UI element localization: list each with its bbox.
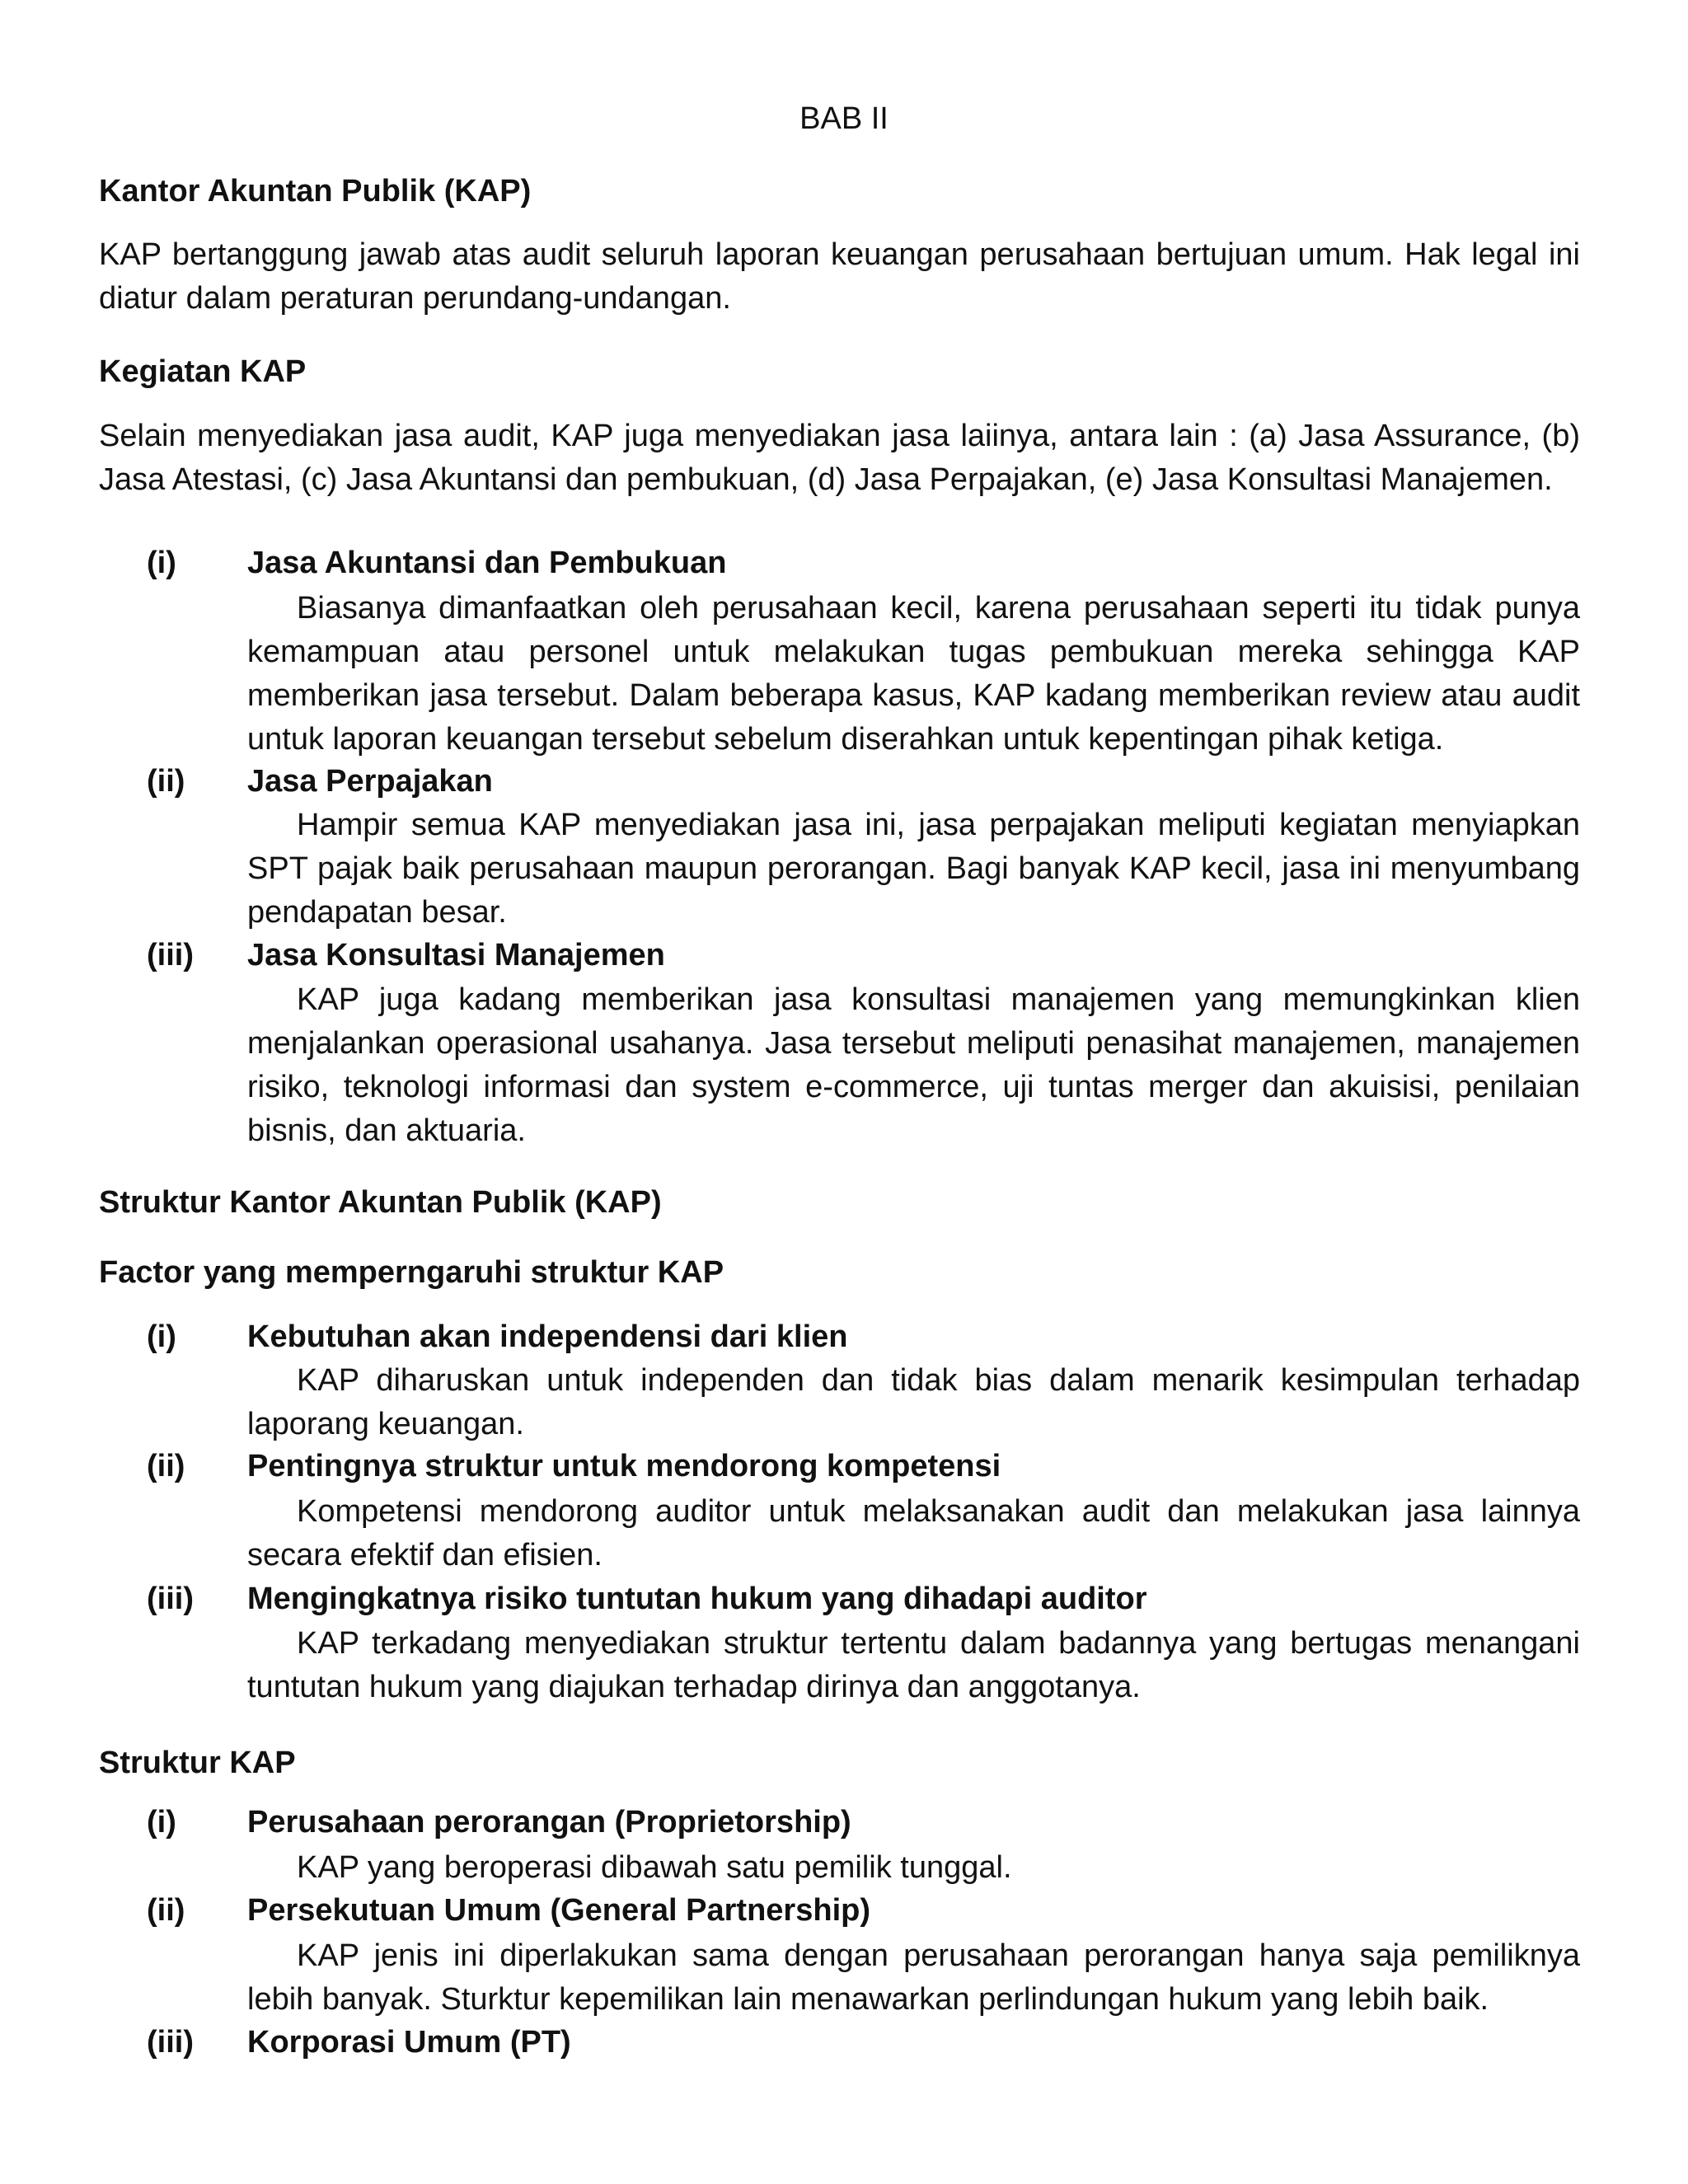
section-heading-kap: Kantor Akuntan Publik (KAP) [99,174,532,209]
list-item-number: (ii) [147,764,185,799]
paragraph-kap: KAP bertanggung jawab atas audit seluruh laporan keuangan perusahaan bertujuan umum. Hak legal ini diatur dalam peraturan perundang-undangan. [99,237,1580,316]
list-item-number: (ii) [147,1449,185,1483]
paragraph-kegiatan: Selain menyediakan jasa audit, KAP juga menyediakan jasa laiinya, antara lain : (a) Jasa Assurance, (b) Jasa Atestasi, (c) Jasa Akuntansi dan pembukuan, (d) Jasa Perpajakan, (e) Jasa Konsultasi Manajemen. [99,419,1580,497]
list-item-title: Jasa Perpajakan [247,764,493,799]
list-item-title: Pentingnya struktur untuk mendorong kompetensi [247,1449,1001,1483]
section-heading-struktur-kap: Struktur Kantor Akuntan Publik (KAP) [99,1185,662,1220]
list-item-body: Hampir semua KAP menyediakan jasa ini, jasa perpajakan meliputi kegiatan menyiapkan SPT pajak baik perusahaan maupun perorangan. Bagi banyak KAP kecil, jasa ini menyumbang pendapatan besar. [247,808,1580,930]
list-item-title: Perusahaan perorangan (Proprietorship) [247,1805,851,1840]
list-item-number: (iii) [147,2025,194,2060]
list-item-number: (i) [147,1319,176,1354]
section-heading-struktur: Struktur KAP [99,1746,296,1780]
list-item-body: KAP terkadang menyediakan struktur tertentu dalam badannya yang bertugas menangani tuntutan hukum yang diajukan terhadap dirinya dan anggotanya. [247,1626,1580,1704]
list-item-title: Persekutuan Umum (General Partnership) [247,1893,870,1928]
section-heading-factor: Factor yang memperngaruhi struktur KAP [99,1255,724,1290]
list-item-title: Jasa Konsultasi Manajemen [247,938,665,972]
chapter-title: BAB II [799,101,889,136]
list-item-number: (ii) [147,1893,185,1928]
list-item-title: Korporasi Umum (PT) [247,2025,571,2060]
list-item-number: (i) [147,1805,176,1840]
list-item-title: Kebutuhan akan independensi dari klien [247,1319,848,1354]
list-item-number: (iii) [147,1582,194,1616]
list-item-body: KAP diharuskan untuk independen dan tidak bias dalam menarik kesimpulan terhadap laporang keuangan. [247,1363,1580,1441]
list-item-number: (i) [147,546,176,580]
list-item-number: (iii) [147,938,194,972]
section-heading-kegiatan: Kegiatan KAP [99,354,307,389]
list-item-body: KAP juga kadang memberikan jasa konsultasi manajemen yang memungkinkan klien menjalankan operasional usahanya. Jasa tersebut meliputi penasihat manajemen, manajemen risiko, teknologi informasi dan system e-commerce, uji tuntas merger dan akuisisi, penilaian bisnis, dan aktuaria. [247,982,1580,1148]
list-item-body: Kompetensi mendorong auditor untuk melaksanakan audit dan melakukan jasa lainnya secara efektif dan efisien. [247,1494,1580,1572]
list-item-body: KAP yang beroperasi dibawah satu pemilik tunggal. [297,1850,1012,1885]
list-item-body: KAP jenis ini diperlakukan sama dengan perusahaan perorangan hanya saja pemiliknya lebih banyak. Sturktur kepemilikan lain menawarkan perlindungan hukum yang lebih baik. [247,1938,1580,2017]
list-item-title: Mengingkatnya risiko tuntutan hukum yang dihadapi auditor [247,1582,1147,1616]
list-item-title: Jasa Akuntansi dan Pembukuan [247,546,727,580]
list-item-body: Biasanya dimanfaatkan oleh perusahaan kecil, karena perusahaan seperti itu tidak punya kemampuan atau personel untuk melakukan tugas pembukuan mereka sehingga KAP memberikan jasa tersebut. Dalam beberapa kasus, KAP kadang memberikan review atau audit untuk laporan keuangan tersebut sebelum diserahkan untuk kepentingan pihak ketiga. [247,591,1580,757]
